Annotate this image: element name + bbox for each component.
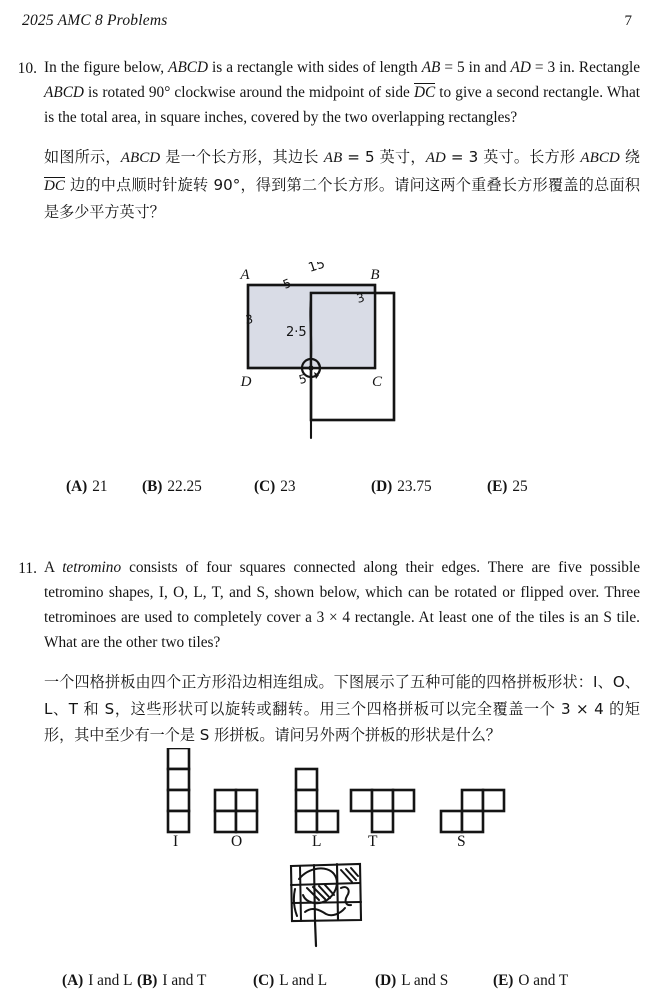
choice-d-tag: (D) — [375, 972, 397, 989]
handwritten-grid-sketch — [291, 864, 361, 946]
handwritten-bottom-five: 5 — [297, 371, 309, 387]
term-tetromino: tetromino — [62, 559, 122, 576]
choice-e-tag: (E) — [487, 478, 508, 495]
math-abcd: ABCD — [44, 83, 84, 101]
text-fragment: In the figure below, — [44, 59, 169, 76]
tetromino-label-S: S — [457, 833, 466, 850]
choice-e-tag: (E) — [493, 972, 514, 989]
choice-b[interactable] — [142, 478, 254, 496]
choice-c-text: 23 — [280, 478, 296, 495]
vertex-label-A: A — [240, 267, 250, 283]
answer-choices-problem-10 — [14, 478, 640, 496]
tetromino-T — [351, 790, 414, 832]
choice-a-tag: (A) — [66, 478, 88, 495]
running-head-title: 2025 AMC 8 Problems — [22, 12, 168, 29]
choice-e[interactable] — [487, 478, 528, 496]
text-fragment: 是一个长方形，其边长 — [160, 147, 324, 166]
choice-a-text: I and L — [88, 972, 133, 989]
math-abcd: ABCD — [168, 59, 209, 76]
choice-b[interactable] — [137, 972, 253, 990]
choice-c-text: L and L — [279, 972, 328, 989]
text-fragment: is a rectangle with sides of length — [208, 59, 422, 76]
tetromino-I — [168, 748, 189, 832]
choice-b-tag: (B) — [142, 478, 163, 495]
math-segment-dc: DC — [44, 177, 65, 194]
choice-c-tag: (C) — [253, 972, 275, 989]
figure-problem-10 — [0, 262, 654, 462]
tetromino-O — [215, 790, 257, 832]
text-fragment: = 5 英寸， — [342, 147, 426, 166]
tetromino-label-I: I — [173, 833, 179, 850]
tetromino-label-T: T — [368, 833, 378, 850]
text-fragment: to give a second rectangle. What is the total area, in square inches, covered by the two overlapping rectangles? — [44, 83, 640, 126]
choice-a-text: 21 — [92, 478, 108, 495]
math-segment-dc: DC — [413, 83, 436, 101]
handwritten-inner-three: 3 — [354, 290, 367, 306]
choice-b-text: 22.25 — [167, 478, 202, 495]
math-ad: AD — [425, 149, 446, 166]
text-fragment: 边的中点顺时针旋转 90°，得到第二个长方形。请问这两个重叠长方形覆盖的总面积是多少平方英寸？ — [44, 175, 640, 222]
vertex-label-C: C — [371, 374, 383, 390]
handwritten-top-five: 5 — [280, 275, 294, 292]
choice-e-text: O and T — [518, 972, 569, 989]
page-number: 7 — [624, 13, 632, 29]
choice-d-text: 23.75 — [397, 478, 432, 495]
handwritten-left-three: 3 — [244, 312, 254, 327]
problem-10-statement-zh — [44, 144, 640, 227]
problem-10 — [14, 56, 640, 226]
choice-c[interactable] — [254, 478, 371, 496]
tetromino-S — [441, 790, 504, 832]
choice-a-tag: (A) — [62, 972, 84, 989]
choice-e[interactable] — [493, 972, 568, 990]
tetromino-L — [296, 769, 338, 832]
text-fragment: = 3 英寸。长方形 — [445, 147, 581, 166]
text-fragment: 绕 — [619, 147, 640, 166]
choice-d[interactable] — [371, 478, 487, 496]
vertex-label-D: D — [240, 374, 252, 390]
answer-choices-problem-11 — [14, 972, 640, 990]
text-fragment: is rotated 90° clockwise around the midpoint of side — [83, 83, 414, 101]
handwritten-midline-stroke — [310, 300, 311, 358]
problem-11-number: 11. — [18, 560, 37, 577]
text-fragment: 如图所示， — [44, 147, 121, 166]
problem-10-number: 10. — [17, 60, 37, 77]
choice-b-tag: (B) — [137, 972, 158, 989]
problem-11-statement-en — [44, 556, 640, 656]
handwritten-mid-label: 2·5 — [286, 325, 307, 340]
handwritten-tail-stroke — [315, 921, 316, 946]
math-abcd: ABCD — [580, 149, 620, 166]
math-ab: AB — [421, 59, 441, 76]
problem-11 — [14, 556, 640, 749]
math-ab: AB — [323, 149, 343, 166]
choice-a[interactable] — [14, 478, 142, 496]
handwritten-top-scribble: 15 — [306, 262, 327, 276]
vertex-label-B: B — [370, 267, 380, 283]
choice-d[interactable] — [375, 972, 493, 990]
choice-e-text: 25 — [512, 478, 528, 495]
text-fragment: consists of four squares connected along their edges. There are five possible tetromino shapes, I, O, L, T, and S, shown below, which can be rotated or flipped over. Three tetrominoes are used to completely cover a 3 × 4 rectangle. At least one of the tiles is an S tile. What are the other two tiles? — [44, 559, 640, 651]
choice-a[interactable] — [14, 972, 137, 990]
text-fragment: = 3 in. Rectangle — [530, 59, 641, 76]
tetromino-shapes-diagram — [0, 748, 654, 953]
text-fragment: = 5 in and — [440, 59, 511, 76]
math-ad: AD — [510, 59, 531, 76]
choice-d-tag: (D) — [371, 478, 393, 495]
text-fragment: A — [44, 559, 63, 576]
problem-11-statement-zh: 一个四格拼板由四个正方形沿边相连组成。下图展示了五种可能的四格拼板形状：I、O、L、T 和 S，这些形状可以旋转或翻转。用三个四格拼板可以完全覆盖一个 3 × 4 的矩形，其中至少有一个是 S 形拼板。请问另外两个拼板的形状是什么？ — [44, 672, 640, 745]
choice-b-text: I and T — [162, 972, 207, 989]
overlap-region — [311, 293, 375, 368]
page-header — [22, 12, 632, 30]
figure-problem-11 — [0, 748, 654, 953]
tetromino-label-L: L — [312, 833, 322, 850]
choice-c-tag: (C) — [254, 478, 276, 495]
tetromino-label-O: O — [231, 833, 243, 850]
choice-c[interactable] — [253, 972, 375, 990]
midpoint-dot — [308, 365, 313, 370]
problem-10-statement-en — [44, 56, 640, 131]
math-abcd: ABCD — [120, 149, 161, 166]
choice-d-text: L and S — [401, 972, 449, 989]
rotated-rectangles-diagram — [0, 262, 654, 462]
